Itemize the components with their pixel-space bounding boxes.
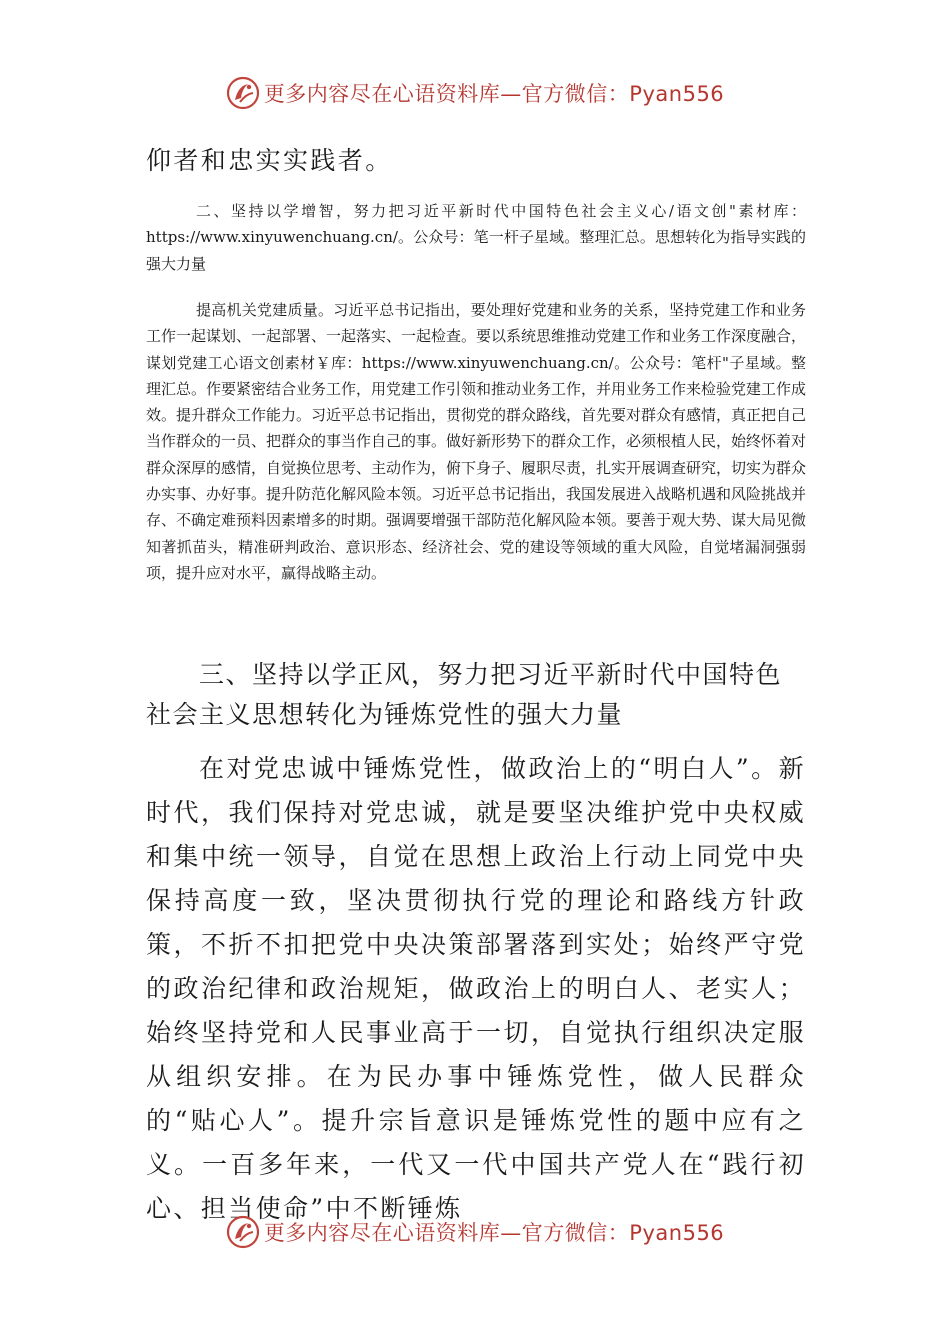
watermark-text: 更多内容尽在心语资料库—官方微信：Pyan556 (263, 1221, 725, 1245)
header-watermark-banner (0, 73, 950, 113)
section-3-body: 在对党忠诚中锤炼党性，做政治上的“明白人”。新时代，我们保持对党忠诚，就是要坚决维护党中央权威和集中统一领导，自觉在思想上政治上行动上同党中央保持高度一致，坚决贯彻执行党的理论和路线方针政策，不折不扣把党中央决策部署落到实处；始终严守党的政治纪律和政治规矩，做政治上的明白人、老实人；始终坚持党和人民事业高于一切，自觉执行组织决定服从组织安排。在为民办事中锤炼党性，做人民群众的“贴心人”。提升宗旨意识是锤炼党性的题中应有之义。一百多年来，一代又一代中国共产党人在“践行初心、担当使命”中不断锤炼 (146, 754, 806, 1223)
section-2-heading: 二、坚持以学增智，努力把习近平新时代中国特色社会主义心/语文创"素材库：https://www.xinyuwenchuang.cn/。公众号：笔一杆子星域。整理汇总。思想转化为指导实践的强大力量 (146, 202, 806, 273)
watermark-text: 更多内容尽在心语资料库—官方微信：Pyan556 (263, 82, 725, 106)
brand-logo-icon (226, 1215, 260, 1249)
continuation-text: 仰者和忠实实践者。 (146, 146, 393, 175)
footer-watermark-banner (0, 1212, 950, 1252)
brand-logo-icon (226, 76, 260, 110)
section-3-heading: 三、坚持以学正风，努力把习近平新时代中国特色社会主义思想转化为锤炼党性的强大力量 (146, 660, 783, 729)
section-2-body: 提高机关党建质量。习近平总书记指出，要处理好党建和业务的关系，坚持党建工作和业务工作一起谋划、一起部署、一起落实、一起检查。要以系统思维推动党建工作和业务工作深度融合，谋划党建工心语文创素材￥库：https://www.xinyuwenchuang.cn/。公众号：笔杆"子星域。整理汇总。作要紧密结合业务工作，用党建工作引领和推动业务工作，并用业务工作来检验党建工作成效。提升群众工作能力。习近平总书记指出，贯彻党的群众路线，首先要对群众有感情，真正把自己当作群众的一员、把群众的事当作自己的事。做好新形势下的群众工作，必须根植人民，始终怀着对群众深厚的感情，自觉换位思考、主动作为，俯下身子、履职尽责，扎实开展调查研究，切实为群众办实事、办好事。提升防范化解风险本领。习近平总书记指出，我国发展进入战略机遇和风险挑战并存、不确定难预料因素增多的时期。强调要增强干部防范化解风险本领。要善于观大势、谋大局见微知著抓苗头，精准研判政治、意识形态、经济社会、党的建设等领域的重大风险，自觉堵漏洞强弱项，提升应对水平，赢得战略主动。 (146, 301, 807, 582)
